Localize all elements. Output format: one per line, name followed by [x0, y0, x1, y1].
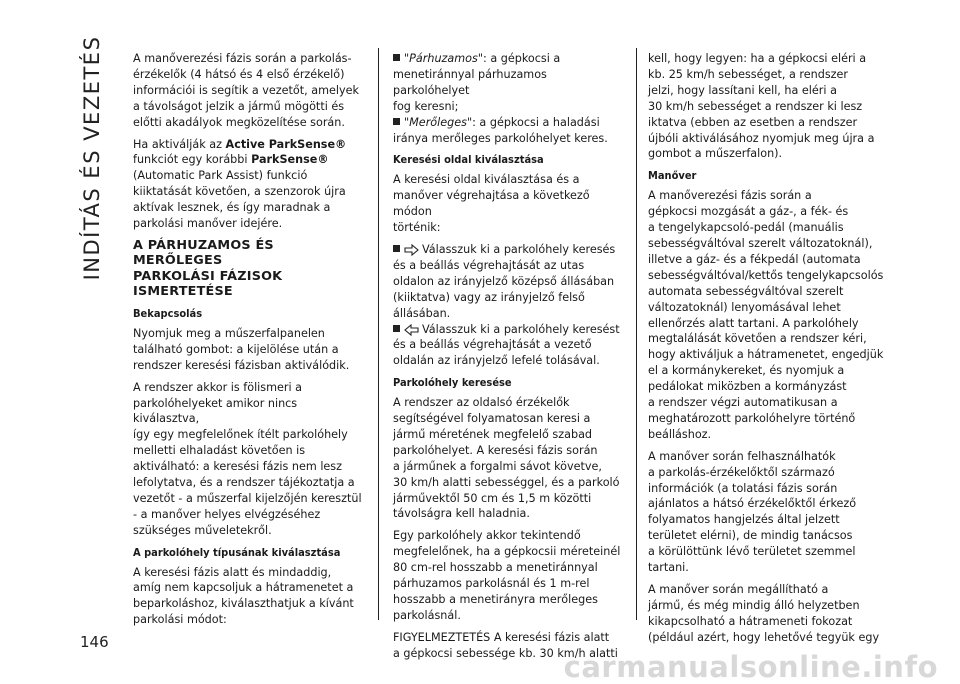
subheading-space-search: Parkolóhely keresése: [393, 376, 512, 390]
bullet-icon: [393, 54, 400, 61]
bullet-perpendicular: "Merőleges": a gépkocsi a haladási iránya merőleges parkolóhelyet keres.: [393, 115, 608, 145]
subheading-maneuver: Manőver: [648, 169, 697, 183]
watermark: carmanualsonline.info: [563, 650, 938, 684]
paragraph-space-size: Egy parkolóhely akkor tekintendő megfelelőnek, ha a gépkocsii méreteinél 80 cm-rel hosszabb a menetiránnyal párhuzamos parkolásnál és 1 m-rel hosszabb a menetirányra merőleges parkolásnál.: [393, 529, 621, 622]
paragraph-recognition: A rendszer akkor is fölismeri a parkolóhelyeket amikor nincs kiválasztva, így egy megfelelőnek ítélt parkolóhely melletti elhaladást követően is aktiválható: a keresési fázis nem lesz lefolytatva, és a rendszer tájékoztatja a vezetőt - a műszerfal kijelzőjén keresztül - a manőver helyes elvégzéséhez szükséges műveletekről.: [133, 380, 362, 537]
column-divider-1: [378, 48, 379, 620]
paragraph-warning: FIGYELMEZTETÉS A keresési fázis alatt a gépkocsi sebessége kb. 30 km/h alatti: [393, 630, 618, 660]
bullet-driver-side: Válasszuk ki a parkolóhely keresést és a beállás végrehajtását a vezető oldalán az irányjelző lefelé tolásával.: [393, 322, 620, 368]
column-divider-2: [636, 48, 637, 620]
paragraph-intro: A manőverezési fázis során a parkolás- érzékelők (4 hátsó és 4 első érzékelő) információi is segítik a vezetőt, amelyek a távolságot jelzik a jármű mögötti és előtti akadályok megközelítése során.: [133, 52, 359, 129]
bullet-icon: [393, 325, 400, 332]
bullet-icon: [393, 245, 400, 252]
paragraph-maneuver: A manőverezési fázis során a gépkocsi mozgását a gáz-, a fék- és a tengelykapcsoló-pedál (manuális sebességváltóval szerelt változatoknál), illetve a gáz- és a fékpedál (automata sebességváltóval/kettős tengelykapcsolós automata sebességváltóval szerelt változatoknál) lenyomásával lehet ellenőrzés alatt tartani. A parkolóhely megtalálását követően a rendszer kéri, hogy aktiváljuk a hátramenetet, engedjük el a kormánykereket, és nyomjuk a pedálokat miközben a kormányzást a rendszer végzi automatikusan a meghatározott parkolóhelyre történő beálláshoz.: [648, 189, 884, 441]
page-number: 146: [80, 633, 109, 651]
column-2: [393, 51, 626, 668]
bullet-parallel: "Párhuzamos": a gépkocsi a menetiránnyal párhuzamos parkolóhelyet fog keresni;: [393, 52, 561, 113]
subheading-search-side: Keresési oldal kiválasztása: [393, 153, 544, 167]
column-1: [133, 51, 365, 634]
paragraph-space-search: A rendszer az oldalsó érzékelők segítségével folyamatosan keresi a jármű méretének megfelelő szabad parkolóhelyet. A keresési fázis során a járműnek a forgalmi sávot követve, 30 km/h alatti sebességgel, és a parkoló járművektől 50 cm és 1,5 m közötti távolságra kell haladnia.: [393, 396, 620, 521]
chapter-title-text: INDÍTÁS ÉS VEZETÉS: [80, 35, 104, 281]
paragraph-stop-vehicle: A manőver során megállítható a jármű, és még mindig álló helyzetben kikapcsolható a hátrameneti fokozat (például azért, hogy lehetővé tegyük egy: [648, 583, 880, 644]
arrow-right-outline-icon: [404, 244, 419, 256]
paragraph-speed-limit: kell, hogy legyen: ha a gépkocsi eléri a kb. 25 km/h sebességet, a rendszer jelzi, hogy lassítani kell, ha eléri a 30 km/h sebességet a rendszer ki lesz iktatva (ebben az esetben a rendszer újbóli aktiválásához nyomjuk meg újra a gombot a műszerfalon).: [648, 52, 875, 161]
paragraph-sensor-info: A manőver során felhasználhatók a parkolás-érzékelőktől származó információk (a tolatási fázis során ajánlatos a hátsó érzékelőktől érkező folyamatos hangjelzés által jelzett területet elérni), de mindig tanácsos a körülöttünk lévő területet szemmel tartani.: [648, 449, 857, 575]
bullet-icon: [393, 118, 400, 125]
subheading-activation: Bekapcsolás: [133, 306, 203, 320]
chapter-side-title: [72, 35, 112, 281]
paragraph-activation: Ha aktiválják az Active ParkSense® funkciót egy korábbi ParkSense® (Automatic Park Assist) funkció kiiktatását követően, a szenzorok újra aktívak lesznek, és így maradnak a parkolási manőver idejére.: [133, 137, 347, 231]
section-heading: A PÁRHUZAMOS ÉS MERŐLEGES PARKOLÁSI FÁZISOK ISMERTETÉSE: [133, 237, 283, 300]
subheading-type-selection: A parkolóhely típusának kiválasztása: [133, 545, 341, 559]
paragraph-search-side: A keresési oldal kiválasztása és a manőver végrehajtása a következő módon történik:: [393, 173, 590, 235]
arrow-left-outline-icon: [404, 324, 419, 336]
column-3: [648, 51, 884, 652]
paragraph-press-button: Nyomjuk meg a műszerfalpanelen található gombot: a kijelölése után a rendszer keresési fázisban aktiválódik.: [133, 326, 350, 372]
paragraph-type-selection: A keresési fázis alatt és mindaddig, amíg nem kapcsoljuk a hátramenetet a beparkoláshoz, kiválaszthatjuk a kívánt parkolási módot:: [133, 565, 354, 627]
bullet-passenger-side: Válasszuk ki a parkolóhely keresés és a beállás végrehajtását az utas oldalon az irányjelző középső állásában (kiiktatva) vagy az irányjelző felső állásában.: [393, 242, 616, 320]
